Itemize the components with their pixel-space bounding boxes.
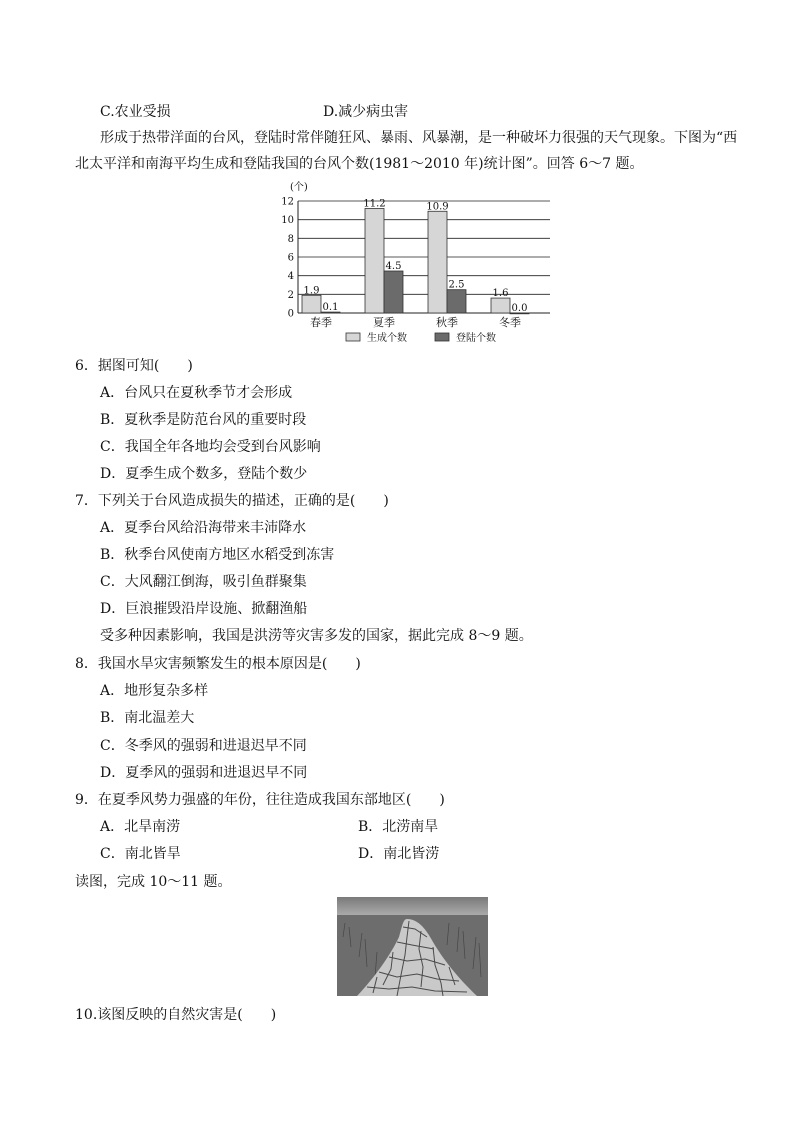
question-6: 6．据图可知( ): [75, 358, 193, 374]
chart-legend: [346, 331, 496, 344]
legend-label-generated: 生成个数: [367, 333, 407, 344]
q6-option-b: B．夏秋季是防范台风的重要时段: [100, 412, 307, 428]
q8-option-b: B．南北温差大: [100, 710, 195, 726]
q8-option-c: C．冬季风的强弱和进退迟早不同: [100, 738, 307, 754]
bar-value-labels: [304, 198, 528, 314]
x-tick-label: 夏季: [373, 316, 395, 329]
bar-value-label: 1.9: [303, 285, 320, 297]
chart-grid: [298, 201, 550, 313]
y-tick-label: 8: [287, 233, 294, 245]
question-10: 10.该图反映的自然灾害是( ): [75, 1007, 277, 1023]
q7-option-b: B．秋季台风使南方地区水稻受到冻害: [100, 547, 335, 563]
question-8: 8．我国水旱灾害频繁发生的根本原因是( ): [75, 656, 361, 672]
y-axis-unit-label: (个): [290, 182, 308, 193]
bar-value-label: 11.2: [363, 198, 386, 210]
y-tick-label: 6: [287, 252, 294, 264]
q8-option-a: A．地形复杂多样: [100, 683, 209, 699]
bar-generated-0: [302, 295, 321, 313]
bar-generated-3: [491, 298, 510, 313]
option-d-q5: D.减少病虫害: [323, 104, 409, 120]
bar-landed-2: [447, 290, 466, 313]
x-tick-label: 春季: [310, 316, 332, 329]
bar-generated-1: [365, 208, 384, 313]
bar-value-label: 2.5: [448, 279, 465, 291]
bar-value-label: 0.0: [511, 303, 528, 314]
bar-value-label: 0.1: [322, 302, 339, 314]
y-tick-labels: [281, 197, 294, 320]
legend-swatch-landed: [435, 333, 449, 341]
y-tick-label: 0: [287, 308, 294, 320]
legend-swatch-generated: [346, 333, 360, 341]
intro-flood: 受多种因素影响，我国是洪涝等灾害多发的国家，据此完成 8～9 题。: [100, 628, 533, 644]
typhoon-bar-chart: [270, 180, 560, 348]
bar-value-label: 4.5: [385, 261, 402, 272]
y-tick-label: 12: [281, 196, 294, 208]
intro-typhoon-1: 形成于热带洋面的台风，登陆时常伴随狂风、暴雨、风暴潮，是一种破坏力很强的天气现象。下图为“西: [100, 130, 738, 146]
q6-option-c: C．我国全年各地均会受到台风影响: [100, 439, 321, 455]
x-tick-label: 冬季: [499, 316, 521, 329]
bar-landed-1: [384, 271, 403, 313]
bar-value-label: 10.9: [426, 201, 449, 213]
legend-label-landed: 登陆个数: [456, 333, 496, 344]
y-tick-label: 4: [287, 271, 294, 283]
option-c-q5: C.农业受损: [100, 104, 171, 120]
intro-drought: 读图，完成 10～11 题。: [75, 874, 232, 890]
q6-option-a: A．台风只在夏秋季节才会形成: [100, 385, 293, 401]
q8-option-d: D．夏季风的强弱和进退迟早不同: [100, 765, 308, 781]
q6-option-d: D．夏季生成个数多，登陆个数少: [100, 466, 308, 482]
q9-option-d: D．南北皆涝: [358, 846, 440, 862]
cracked-earth-photo: [337, 897, 488, 996]
x-tick-labels: [310, 315, 521, 329]
q7-option-a: A．夏季台风给沿海带来丰沛降水: [100, 520, 307, 536]
y-tick-label: 10: [281, 215, 294, 227]
bar-generated-2: [428, 211, 447, 313]
bar-value-label: 1.6: [492, 288, 509, 300]
q9-option-a: A．北旱南涝: [100, 819, 181, 835]
question-7: 7．下列关于台风造成损失的描述，正确的是( ): [75, 493, 389, 509]
q9-option-c: C．南北皆旱: [100, 846, 181, 862]
q7-option-d: D．巨浪摧毁沿岸设施、掀翻渔船: [100, 601, 308, 617]
intro-typhoon-2: 北太平洋和南海平均生成和登陆我国的台风个数(1981～2010 年)统计图”。回答 6～7 题。: [75, 156, 644, 172]
question-9: 9．在夏季风势力强盛的年份，往往造成我国东部地区( ): [75, 792, 445, 808]
q9-option-b: B．北涝南旱: [358, 819, 439, 835]
x-tick-label: 秋季: [436, 316, 458, 329]
y-tick-label: 2: [287, 289, 294, 301]
q7-option-c: C．大风翻江倒海，吸引鱼群聚集: [100, 574, 307, 590]
